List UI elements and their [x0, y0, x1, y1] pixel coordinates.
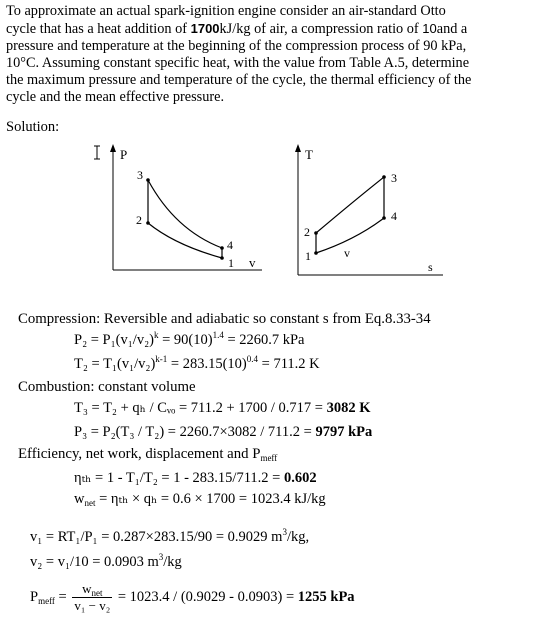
- v1-equation: [30, 529, 309, 546]
- p2-rest: = 90(10): [158, 332, 213, 348]
- combustion-heading: Combustion: constant volume: [18, 379, 196, 395]
- pv-point-2: 2: [136, 213, 142, 227]
- pmeff-lhs-sub: meff: [38, 595, 55, 606]
- pv-x-axis-label: v: [249, 255, 256, 270]
- process-diagrams: [0, 140, 547, 290]
- t2-exp2: 0.4: [246, 354, 259, 364]
- wnet-sub: net: [84, 498, 96, 508]
- p2-result: = 2260.7 kPa: [223, 332, 305, 348]
- v2-equation: [30, 554, 182, 571]
- ts-inner-label: v: [344, 246, 350, 260]
- pmeff-lhs: P: [30, 588, 39, 605]
- pv-point-4: 4: [227, 238, 233, 252]
- p3-equation: [74, 424, 372, 441]
- p3-expr: P₃ = P₂(T₃ / T₂) = 2260.7×3082 / 711.2 =: [74, 424, 316, 440]
- t3-expr: T₃ = T₂ + qₕ / Cᵥₒ = 711.2 + 1700 / 0.717 =: [74, 400, 327, 416]
- ts-point-3: 3: [391, 171, 397, 185]
- problem-line-2: [6, 20, 546, 38]
- eta-equation: [74, 470, 317, 487]
- wnet-rhs: = ηₜₕ × qₕ = 0.6 × 1700 = 1023.4 kJ/kg: [95, 491, 326, 507]
- pmeff-result: 1255 kPa: [297, 588, 355, 605]
- problem-line-5: the maximum pressure and temperature of the cycle, the thermal efficiency of the: [6, 72, 472, 88]
- ts-point-4: 4: [391, 209, 397, 223]
- p2-exp: k: [153, 330, 159, 340]
- problem-line-2c: and a: [436, 21, 468, 37]
- pmeff-equation: $P_{meff}$ = $\frac{w_{net}}{\text{v₁ − v₂}}$ = 1023.4 / (0.9029 - 0.0903) = 1255 kPa: [30, 581, 355, 613]
- v2-expr: v₂ = v₁/10 = 0.0903 m: [30, 554, 159, 570]
- efficiency-heading: [18, 446, 277, 463]
- ts-cycle-path: [316, 177, 384, 253]
- p2-equation: [74, 332, 305, 349]
- p2-exp2: 1.4: [212, 330, 224, 340]
- eta-result: 0.602: [283, 470, 317, 486]
- ts-diagram: [295, 144, 443, 275]
- pv-cycle-path: [148, 180, 222, 258]
- t2-equation: [74, 356, 320, 373]
- eta-expr: ηₜₕ = 1 - T₁/T₂ = 1 - 283.15/711.2 =: [74, 470, 284, 486]
- problem-line-1: To approximate an actual spark-ignition engine consider an air-standard Otto: [6, 3, 446, 19]
- efficiency-heading-sub: meff: [260, 453, 278, 463]
- problem-statement: [6, 3, 546, 106]
- heat-addition-value: 1700: [190, 21, 220, 36]
- t2-result: = 711.2 K: [258, 356, 320, 372]
- wnet-equation: [74, 491, 326, 508]
- v2-exp: 3: [158, 552, 164, 562]
- compression-heading: Compression: Reversible and adiabatic so constant s from Eq.8.33-34: [18, 311, 431, 327]
- pv-point-3: 3: [137, 168, 143, 182]
- pmeff-fraction: [72, 581, 112, 614]
- t3-equation: [74, 400, 371, 417]
- solution-label: Solution:: [6, 119, 60, 135]
- p2-expr: P₂ = P₁(v₁/v₂): [74, 332, 154, 348]
- v2-unit: /kg: [163, 554, 182, 570]
- pmeff-num-sub: net: [91, 588, 103, 598]
- t2-rest: = 283.15(10): [167, 356, 247, 372]
- problem-line-3: pressure and temperature at the beginning of the compression process of 90 kPa,: [6, 38, 467, 54]
- problem-line-6: cycle and the mean effective pressure.: [6, 89, 225, 105]
- v1-expr: v₁ = RT₁/P₁ = 0.287×283.15/90 = 0.9029 m: [30, 529, 283, 545]
- pmeff-numerator: [72, 581, 112, 598]
- pmeff-rhs: = 1023.4 / (0.9029 - 0.0903) =: [114, 588, 298, 605]
- problem-line-4: 10°C. Assuming constant specific heat, with the value from Table A.5, determine: [6, 55, 470, 71]
- pv-diagram: [94, 144, 262, 270]
- t2-exp: k-1: [155, 354, 168, 364]
- p3-result: 9797 kPa: [315, 424, 373, 440]
- v1-exp: 3: [282, 527, 287, 537]
- pmeff-denominator: v₁ − v₂: [74, 598, 111, 613]
- arrow-up-icon: [110, 144, 116, 152]
- problem-line-2b: kJ/kg of air, a compression ratio of: [219, 21, 423, 37]
- arrow-up-icon: [295, 144, 301, 152]
- t2-expr: T₂ = T₁(v₁/v₂): [74, 356, 156, 372]
- wnet-lhs: w: [74, 491, 85, 507]
- pv-point-1: 1: [228, 256, 234, 270]
- ts-y-axis-label: T: [305, 147, 313, 162]
- ts-point-2: 2: [304, 225, 310, 239]
- cursor-icon: [94, 146, 100, 159]
- pv-y-axis-label: P: [120, 147, 128, 162]
- pmeff-num-text: w: [82, 581, 92, 596]
- compression-ratio-value: 10: [422, 21, 437, 36]
- problem-line-2a: cycle that has a heat addition of: [6, 21, 191, 37]
- ts-point-1: 1: [305, 249, 311, 263]
- ts-x-axis-label: s: [428, 260, 433, 274]
- efficiency-heading-text: Efficiency, net work, displacement and P: [18, 446, 261, 462]
- t3-result: 3082 K: [326, 400, 371, 416]
- v1-unit: /kg,: [286, 529, 310, 545]
